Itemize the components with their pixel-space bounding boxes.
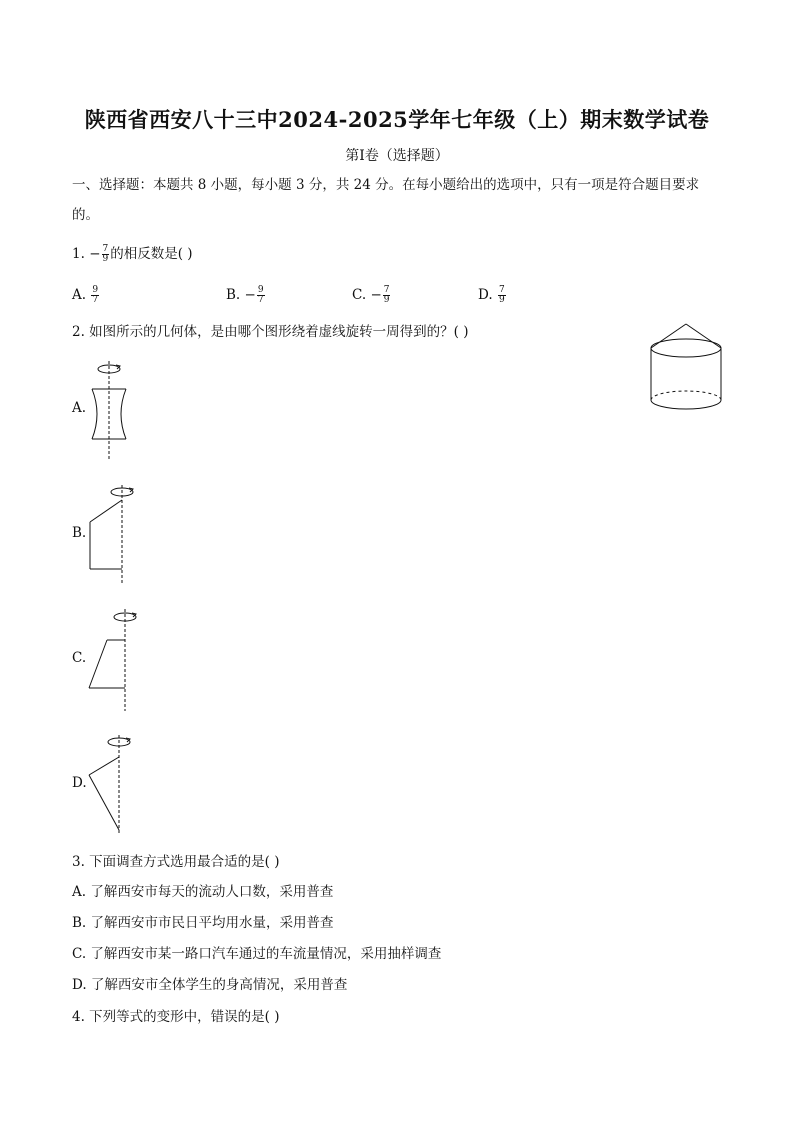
question-1-fraction: $\frac{7}{9}$ <box>102 244 109 264</box>
question-1-number: 1. <box>72 246 85 262</box>
q1-option-c[interactable]: C. − $\frac{7}{9}$ <box>352 285 390 305</box>
question-1-minus: − <box>89 246 101 262</box>
q3-option-d[interactable]: D. 了解西安市全体学生的身高情况，采用普查 <box>72 977 348 993</box>
q3-option-b[interactable]: B. 了解西安市市民日平均用水量，采用普查 <box>72 915 334 931</box>
question-1-text: 的相反数是( ) <box>110 246 193 262</box>
section-heading-line1: 一、选择题：本题共 8 小题，每小题 3 分，共 24 分。在每小题给出的选项中，只有一项是符合题目要求 <box>72 177 700 193</box>
q2-option-a-label[interactable]: A. <box>72 400 87 416</box>
q2-option-d-label[interactable]: D. <box>72 775 87 791</box>
question-4: 4. 下列等式的变形中，错误的是( ) <box>72 1009 280 1025</box>
q3-option-a[interactable]: A. 了解西安市每天的流动人口数，采用普查 <box>72 884 334 900</box>
exam-title: 陕西省西安八十三中2024-2025学年七年级（上）期末数学试卷 <box>84 107 710 132</box>
solid-figure <box>648 322 724 414</box>
q1-option-b[interactable]: B. − $\frac{9}{7}$ <box>226 285 264 305</box>
q2-option-b-figure[interactable] <box>85 482 145 588</box>
q2-option-d-figure[interactable] <box>85 732 145 838</box>
q2-option-c-label[interactable]: C. <box>72 650 87 666</box>
section-heading-line2: 的。 <box>72 207 99 223</box>
q1-option-d[interactable]: D. $\frac{7}{9}$ <box>478 285 505 305</box>
q2-option-b-label[interactable]: B. <box>72 525 87 541</box>
q1-option-a[interactable]: A. $\frac{9}{7}$ <box>72 285 99 305</box>
question-1 <box>72 245 193 264</box>
exam-subtitle: 第I卷（选择题） <box>345 148 449 164</box>
q3-option-c[interactable]: C. 了解西安市某一路口汽车通过的车流量情况，采用抽样调查 <box>72 946 442 962</box>
q2-option-c-figure[interactable] <box>85 606 145 714</box>
question-3: 3. 下面调查方式选用最合适的是( ) <box>72 854 280 870</box>
question-2: 2. 如图所示的几何体，是由哪个图形绕着虚线旋转一周得到的？( ) <box>72 324 469 340</box>
q2-option-a-figure[interactable] <box>85 358 135 464</box>
